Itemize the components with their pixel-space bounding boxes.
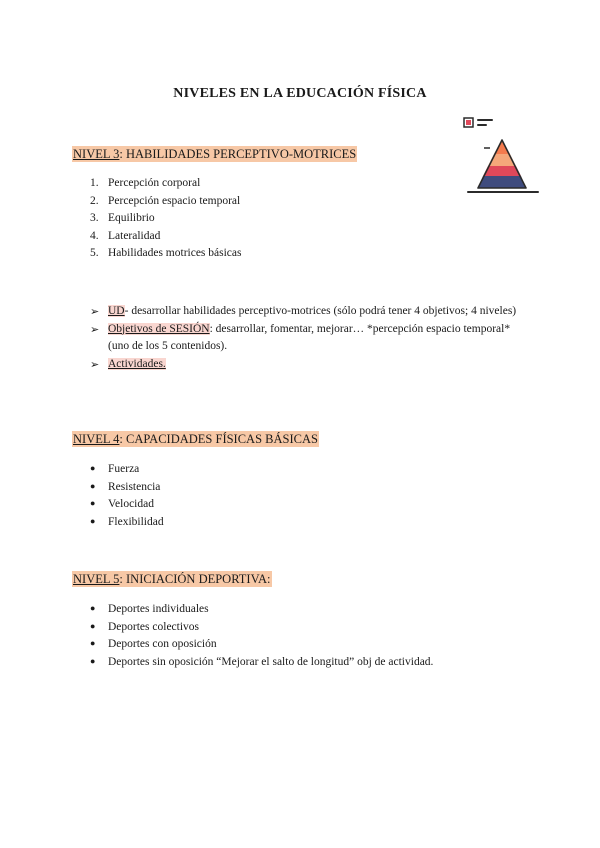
- note-actividades: ➢ Actividades.: [90, 356, 530, 374]
- bullet-icon: ●: [90, 655, 96, 666]
- section-heading-nivel-3: [72, 146, 357, 162]
- list-item: ● Fuerza: [90, 460, 164, 478]
- bullet-icon: ●: [90, 603, 96, 613]
- list-item: ● Deportes sin oposición “Mejorar el salto de longitud” obj de actividad.: [90, 653, 433, 671]
- list-item: ● Resistencia: [90, 478, 164, 496]
- bullet-icon: ●: [90, 515, 96, 526]
- arrow-bullet-icon: ➢: [90, 305, 100, 318]
- page-title: NIVELES EN LA EDUCACIÓN FÍSICA: [173, 86, 427, 101]
- bullet-icon: ●: [90, 480, 96, 491]
- list-item: ● Flexibilidad: [90, 513, 164, 531]
- heading-title: : CAPACIDADES FÍSICAS BÁSICAS: [119, 432, 318, 446]
- section-heading-nivel-5: [72, 571, 272, 587]
- heading-title: : INICIACIÓN DEPORTIVA:: [119, 572, 271, 586]
- bullet-icon: ●: [90, 620, 96, 631]
- list-item: 5. Habilidades motrices básicas: [90, 247, 242, 259]
- list-item: 3. Equilibrio: [90, 212, 155, 224]
- nivel-3-list: [90, 175, 242, 263]
- heading-title: : HABILIDADES PERCEPTIVO-MOTRICES: [119, 147, 357, 161]
- nivel-5-list: [90, 600, 433, 670]
- bullet-icon: ●: [90, 463, 96, 473]
- list-item: 1. Percepción corporal: [90, 177, 201, 189]
- heading-level-label: NIVEL 5: [73, 572, 120, 586]
- list-item: ● Deportes colectivos: [90, 618, 433, 636]
- note-objetivos-sesion: ➢ Objetivos de SESIÓN: desarrollar, fomentar, mejorar… *percepción espacio temporal* (uno de los 5 contenidos).: [90, 322, 511, 352]
- heading-level-label: NIVEL 3: [73, 147, 120, 161]
- pyramid-levels-icon: [462, 114, 542, 200]
- list-item: 4. Lateralidad: [90, 229, 161, 242]
- arrow-bullet-icon: ➢: [90, 357, 100, 371]
- note-ud: ➢ UD- desarrollar habilidades perceptivo-motrices (sólo podrá tener 4 objetivos; 4 niveles): [90, 303, 530, 321]
- list-item: ● Deportes con oposición: [90, 635, 433, 653]
- nivel-3-notes: [90, 303, 530, 373]
- section-heading-nivel-4: [72, 431, 319, 447]
- nivel-4-list: [90, 460, 164, 530]
- bullet-icon: ●: [90, 638, 96, 648]
- heading-level-label: NIVEL 4: [73, 432, 120, 446]
- arrow-bullet-icon: ➢: [90, 322, 100, 336]
- list-item: ● Velocidad: [90, 495, 164, 513]
- bullet-icon: ●: [90, 498, 96, 508]
- list-item: ● Deportes individuales: [90, 600, 433, 618]
- list-item: 2. Percepción espacio temporal: [90, 194, 241, 207]
